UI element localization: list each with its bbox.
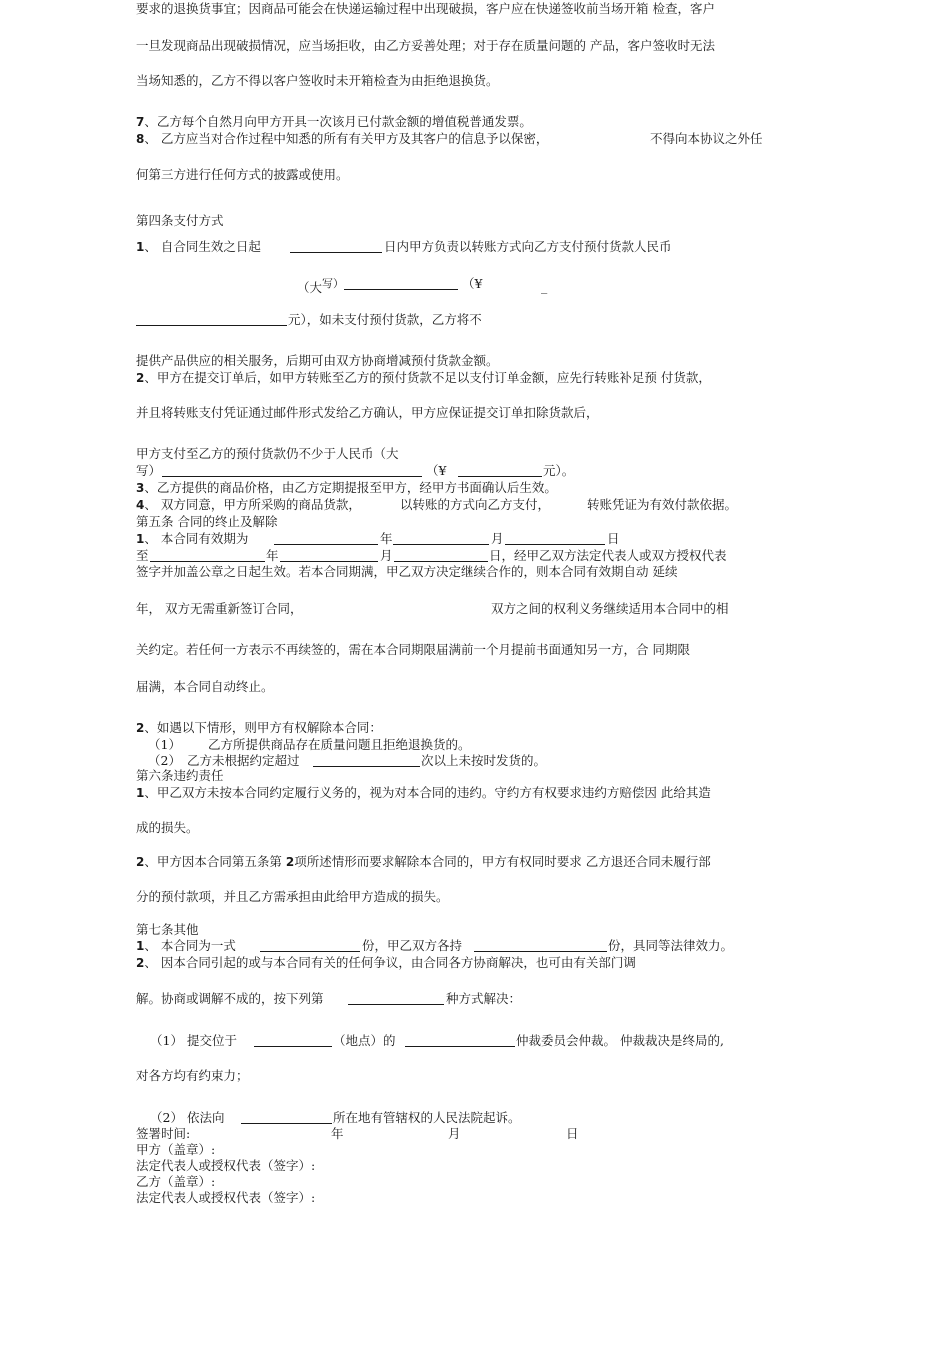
clause7-title: 第七条其他	[136, 922, 199, 937]
daxie-open: （大	[297, 280, 323, 295]
court-location-blank[interactable]	[241, 1111, 332, 1124]
item-text: 、甲方因本合同第五条第	[144, 854, 282, 869]
resolution-method-blank[interactable]	[348, 992, 444, 1005]
clause4-item-4	[136, 497, 361, 513]
item-number: 1	[136, 240, 145, 254]
clause6-item-1-cont: 成的损失。	[136, 820, 199, 835]
item-text: 项所述情形而要求解除本合同的，甲方有权同时要求 乙方退还合同未履行部	[294, 854, 711, 869]
clause3-item-8-cont: 何第三方进行任何方式的披露或使用。	[136, 167, 349, 182]
item-text: 、 双方同意，甲方所采购的商品货款，	[144, 497, 361, 512]
clause3-item-8	[136, 131, 548, 147]
arbitration-location-blank[interactable]	[254, 1034, 332, 1047]
start-year-label: 年	[380, 531, 393, 546]
clause7-item-2-line-2: 解。协商或调解不成的，按下列第	[136, 991, 324, 1006]
item-text: 、 本合同有效期为	[144, 531, 249, 546]
start-month-label: 月	[491, 531, 504, 546]
end-month-blank[interactable]	[280, 549, 378, 562]
amount-daxie-label	[297, 277, 345, 297]
clause5-item-1-line-2: 签字并加盖公章之日起生效。若本合同期满，甲乙双方决定继续合作的，则本合同有效期自动 延续	[136, 564, 678, 579]
item-number: 7	[136, 115, 145, 129]
amount-dash: _	[541, 279, 548, 294]
start-month-blank[interactable]	[393, 532, 489, 545]
end-year-blank[interactable]	[150, 549, 265, 562]
amount-yen-label: （¥	[462, 276, 483, 291]
item-number: 2	[136, 721, 145, 735]
clause4-item-4-c: 转账凭证为有效付款依据。	[587, 497, 738, 512]
end-to-label: 至	[136, 548, 149, 563]
copies-total-blank[interactable]	[260, 939, 360, 952]
clause4-title: 第四条支付方式	[136, 213, 224, 228]
days-blank[interactable]	[290, 240, 382, 253]
clause4-item-1-cont: 元），如未支付预付货款，乙方将不	[288, 312, 482, 327]
item-number: 2	[136, 855, 145, 869]
item-text: 、 本合同为一式	[144, 938, 236, 953]
clause6-title: 第六条违约责任	[136, 768, 224, 783]
clause4-item-2-line-4: 写）	[136, 463, 162, 478]
clause5-sub-2: 乙方未根据约定超过	[187, 753, 300, 768]
item-text: 、乙方每个自然月向甲方开具一次该月已付款金额的增值税普通发票。	[144, 114, 532, 129]
clause7-item-1-b: 份，甲乙双方各持	[362, 938, 463, 953]
clause5-sub-2-num: （2）	[148, 753, 181, 768]
clause7-item-1-c: 份，具同等法律效力。	[608, 938, 734, 953]
start-day-blank[interactable]	[505, 532, 605, 545]
item-number: 1	[136, 532, 145, 546]
clause5-item-1-tail: 日，经甲乙双方法定代表人或双方授权代表	[489, 548, 727, 563]
start-day-label: 日	[607, 531, 620, 546]
party-a-rep-label: 法定代表人或授权代表（签字）:	[136, 1158, 316, 1173]
item-text: 、 因本合同引起的或与本合同有关的任何争议，由合同各方协商解决，也可由有关部门调	[144, 955, 636, 970]
clause4-item-2-line-3: 甲方支付至乙方的预付货款仍不少于人民币（大	[136, 446, 399, 461]
clause5-title: 第五条 合同的终止及解除	[136, 514, 278, 529]
clause5-sub-1-num: （1）	[148, 737, 181, 752]
sign-time-label: 签署时间:	[136, 1126, 191, 1141]
arbitration-committee-blank[interactable]	[405, 1034, 515, 1047]
start-year-blank[interactable]	[274, 532, 378, 545]
option-1-b: （地点）的	[333, 1033, 396, 1048]
end-year-label: 年	[266, 548, 279, 563]
party-b-rep-label: 法定代表人或授权代表（签字）:	[136, 1190, 316, 1205]
daxie-sup: 写）	[322, 277, 345, 290]
clause7-item-2	[136, 955, 636, 971]
sign-year-label: 年	[331, 1126, 344, 1141]
option-1-c: 仲裁委员会仲裁。 仲裁裁决是终局的,	[516, 1033, 724, 1048]
item-number: 4	[136, 498, 145, 512]
clause6-item-2-cont: 分的预付款项，并且乙方需承担由此给甲方造成的损失。	[136, 889, 449, 904]
item-number: 8	[136, 132, 145, 146]
end-month-label: 月	[380, 548, 393, 563]
option-2-a: 依法向	[187, 1110, 225, 1125]
clause6-item-1	[136, 785, 711, 801]
clause4-item-1-text: 日内甲方负责以转账方式向乙方支付预付货款人民币	[384, 239, 672, 254]
min-amount-daxie-blank[interactable]	[162, 464, 422, 477]
copies-each-blank[interactable]	[474, 939, 607, 952]
sign-month-label: 月	[448, 1126, 461, 1141]
option-1-d: 对各方均有约束力；	[136, 1068, 249, 1083]
clause7-item-2-line-2-tail: 种方式解决：	[446, 991, 522, 1006]
item-number: 1	[136, 786, 145, 800]
clause4-item-4-b: 以转账的方式向乙方支付，	[400, 497, 551, 512]
clause5-sub-2-tail: 次以上未按时发货的。	[421, 753, 547, 768]
item-text: 、乙方提供的商品价格，由乙方定期提报至甲方，经甲方书面确认后生效。	[144, 480, 557, 495]
option-2-num: （2）	[150, 1110, 183, 1125]
delay-count-blank[interactable]	[313, 754, 420, 767]
clause5-item-1-line-3b: 双方之间的权利义务继续适用本合同中的相	[491, 601, 729, 616]
clause4-item-2-line-2: 并且将转账支付凭证通过邮件形式发给乙方确认，甲方应保证提交订单扣除货款后，	[136, 405, 599, 420]
item-number: 2	[136, 371, 145, 385]
option-2-b: 所在地有管辖权的人民法院起诉。	[333, 1110, 521, 1125]
clause3-line-1: 要求的退换货事宜；因商品可能会在快递运输过程中出现破损，客户应在快递签收前当场开箱 检查，客户	[136, 1, 715, 16]
clause6-item-2	[136, 854, 711, 870]
amount-daxie-blank[interactable]	[344, 277, 458, 290]
clause3-item-8-tail: 不得向本协议之外任	[650, 131, 763, 146]
min-amount-yen-blank[interactable]	[458, 464, 542, 477]
item-number: 1	[136, 939, 145, 953]
clause5-item-1-line-4: 关约定。若任何一方表示不再续签的，需在本合同期限届满前一个月提前书面通知另一方，合 同期限	[136, 642, 690, 657]
min-amount-yen-label: （¥	[426, 463, 447, 478]
clause5-item-1-line-3a: 年， 双方无需重新签订合同，	[136, 601, 303, 616]
item-number: 2	[136, 956, 145, 970]
option-1-a: 提交位于	[187, 1033, 238, 1048]
end-day-blank[interactable]	[394, 549, 488, 562]
clause5-sub-1: 乙方所提供商品存在质量问题且拒绝退换货的。	[208, 737, 471, 752]
sign-day-label: 日	[566, 1126, 579, 1141]
clause3-line-3: 当场知悉的，乙方不得以客户签收时未开箱检查为由拒绝退换货。	[136, 73, 499, 88]
item-text: 、如遇以下情形，则甲方有权解除本合同：	[144, 720, 382, 735]
clause7-item-1	[136, 938, 236, 954]
clause4-item-1-end: 提供产品供应的相关服务，后期可由双方协商增减预付货款金额。	[136, 353, 499, 368]
clause4-item-2	[136, 370, 711, 386]
clause5-item-1-line-5: 届满，本合同自动终止。	[136, 679, 274, 694]
party-a-seal-label: 甲方（盖章）:	[136, 1142, 216, 1157]
item-text: 、 乙方应当对合作过程中知悉的所有有关甲方及其客户的信息予以保密，	[144, 131, 549, 146]
clause3-item-7	[136, 114, 532, 130]
clause4-item-3	[136, 480, 557, 496]
clause5-item-2	[136, 720, 382, 736]
min-amount-yuan: 元）。	[543, 463, 575, 478]
item-ref-number: 2	[285, 855, 295, 869]
clause3-line-2: 一旦发现商品出现破损情况，应当场拒收，由乙方妥善处理；对于存在质量问题的 产品，客户签收时无法	[136, 38, 715, 53]
item-number: 3	[136, 481, 145, 495]
item-text: 、甲乙双方未按本合同约定履行义务的，视为对本合同的违约。守约方有权要求违约方赔偿因 此给其造	[144, 785, 711, 800]
clause4-item-1	[136, 239, 261, 255]
item-text: 、甲方在提交订单后，如甲方转账至乙方的预付货款不足以支付订单金额，应先行转账补足预 付货款，	[144, 370, 711, 385]
option-1-num: （1）	[150, 1033, 183, 1048]
party-b-seal-label: 乙方（盖章）:	[136, 1174, 216, 1189]
amount-yen-blank[interactable]	[136, 313, 287, 326]
clause5-item-1	[136, 531, 248, 547]
item-text: 、 自合同生效之日起	[144, 239, 261, 254]
